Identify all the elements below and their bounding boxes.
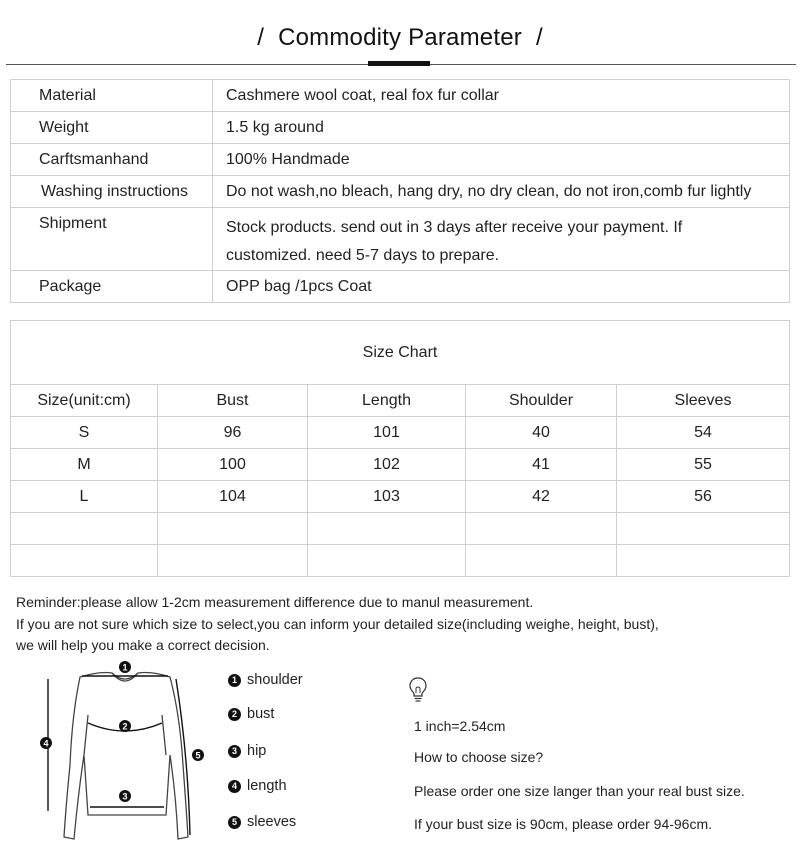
legend-number: 4: [228, 780, 241, 793]
size-cell: L: [11, 481, 158, 513]
param-label: Carftsmanhand: [11, 144, 213, 176]
param-label: Weight: [11, 112, 213, 144]
size-cell: S: [11, 417, 158, 449]
empty-cell: [11, 545, 158, 577]
diagram-number-4: 4: [43, 738, 49, 749]
reminder-text: [16, 592, 659, 657]
param-label: Shipment: [11, 208, 213, 271]
table-row: [11, 271, 790, 303]
size-advice: Please order one size langer than your real bust size.: [414, 783, 745, 799]
param-value: Do not wash,no bleach, hang dry, no dry clean, do not iron,comb fur lightly: [213, 176, 790, 208]
title-accent-bar: [368, 61, 430, 66]
param-value: 100% Handmade: [213, 144, 790, 176]
size-cell: 54: [617, 417, 790, 449]
size-cell: 104: [158, 481, 308, 513]
size-chart-header-row: [11, 385, 790, 417]
size-cell: 41: [466, 449, 617, 481]
legend-item: [228, 743, 266, 759]
size-chart-table: [10, 320, 790, 577]
legend-item: [228, 778, 287, 794]
legend-item: [228, 672, 303, 688]
empty-cell: [158, 545, 308, 577]
table-row: [11, 481, 790, 513]
size-cell: 56: [617, 481, 790, 513]
column-header: Length: [308, 385, 466, 417]
size-cell: 101: [308, 417, 466, 449]
size-chart-caption: Size Chart: [11, 321, 790, 385]
table-row: [11, 176, 790, 208]
diagram-number-2: 2: [122, 721, 128, 732]
title-slash-right: /: [535, 24, 543, 51]
page-title: [0, 24, 800, 52]
size-cell: 102: [308, 449, 466, 481]
param-label: Package: [11, 271, 213, 303]
size-cell: 96: [158, 417, 308, 449]
diagram-number-3: 3: [122, 791, 128, 802]
size-example: If your bust size is 90cm, please order 94-96cm.: [414, 816, 713, 832]
param-value: Stock products. send out in 3 days after receive your payment. If customized. need 5-7 days to prepare.: [213, 208, 790, 271]
parameter-table: [10, 79, 790, 303]
empty-cell: [617, 545, 790, 577]
choose-size-question: How to choose size?: [414, 749, 544, 765]
empty-cell: [466, 513, 617, 545]
measure-lines: [48, 676, 190, 835]
legend-number: 3: [228, 745, 241, 758]
table-row: [11, 112, 790, 144]
param-value: 1.5 kg around: [213, 112, 790, 144]
column-header: Sleeves: [617, 385, 790, 417]
legend-label: bust: [247, 706, 275, 722]
legend-label: length: [247, 778, 287, 794]
size-cell: 40: [466, 417, 617, 449]
size-cell: 55: [617, 449, 790, 481]
legend-label: shoulder: [247, 672, 303, 688]
table-row: [11, 449, 790, 481]
param-label: Material: [11, 80, 213, 112]
column-header: Bust: [158, 385, 308, 417]
empty-cell: [308, 545, 466, 577]
section-header: [0, 0, 800, 70]
size-cell: 103: [308, 481, 466, 513]
empty-cell: [466, 545, 617, 577]
legend-item: [228, 814, 296, 830]
param-value: OPP bag /1pcs Coat: [213, 271, 790, 303]
param-value: Cashmere wool coat, real fox fur collar: [213, 80, 790, 112]
table-row-empty: [11, 545, 790, 577]
reminder-line: Reminder:please allow 1-2cm measurement difference due to manul measurement.: [16, 594, 534, 610]
reminder-line: If you are not sure which size to select,you can inform your detailed size(including weighe, height, bust),: [16, 615, 659, 632]
param-label: Washing instructions: [11, 176, 213, 208]
table-row: [11, 417, 790, 449]
empty-cell: [617, 513, 790, 545]
empty-cell: [308, 513, 466, 545]
empty-cell: [11, 513, 158, 545]
inch-conversion: 1 inch=2.54cm: [414, 718, 506, 734]
legend-number: 5: [228, 816, 241, 829]
table-row: [11, 80, 790, 112]
size-chart-caption-row: [11, 321, 790, 385]
size-cell: M: [11, 449, 158, 481]
empty-cell: [158, 513, 308, 545]
legend-label: sleeves: [247, 814, 297, 830]
legend-number: 1: [228, 674, 241, 687]
size-cell: 100: [158, 449, 308, 481]
reminder-line: we will help you make a correct decision.: [16, 637, 270, 653]
title-text: Commodity Parameter: [278, 24, 522, 51]
title-slash-left: /: [257, 24, 265, 51]
diagram-number-1: 1: [122, 662, 128, 673]
legend-number: 2: [228, 708, 241, 721]
garment-measure-diagram: [30, 655, 220, 850]
legend-item: [228, 706, 274, 722]
table-row-empty: [11, 513, 790, 545]
size-cell: 42: [466, 481, 617, 513]
column-header: Size(unit:cm): [11, 385, 158, 417]
diagram-number-5: 5: [195, 750, 201, 761]
coat-outline-icon: [64, 673, 188, 840]
column-header: Shoulder: [466, 385, 617, 417]
legend-label: hip: [247, 743, 267, 759]
lightbulb-icon: [408, 676, 428, 704]
table-row: [11, 144, 790, 176]
table-row: [11, 208, 790, 271]
